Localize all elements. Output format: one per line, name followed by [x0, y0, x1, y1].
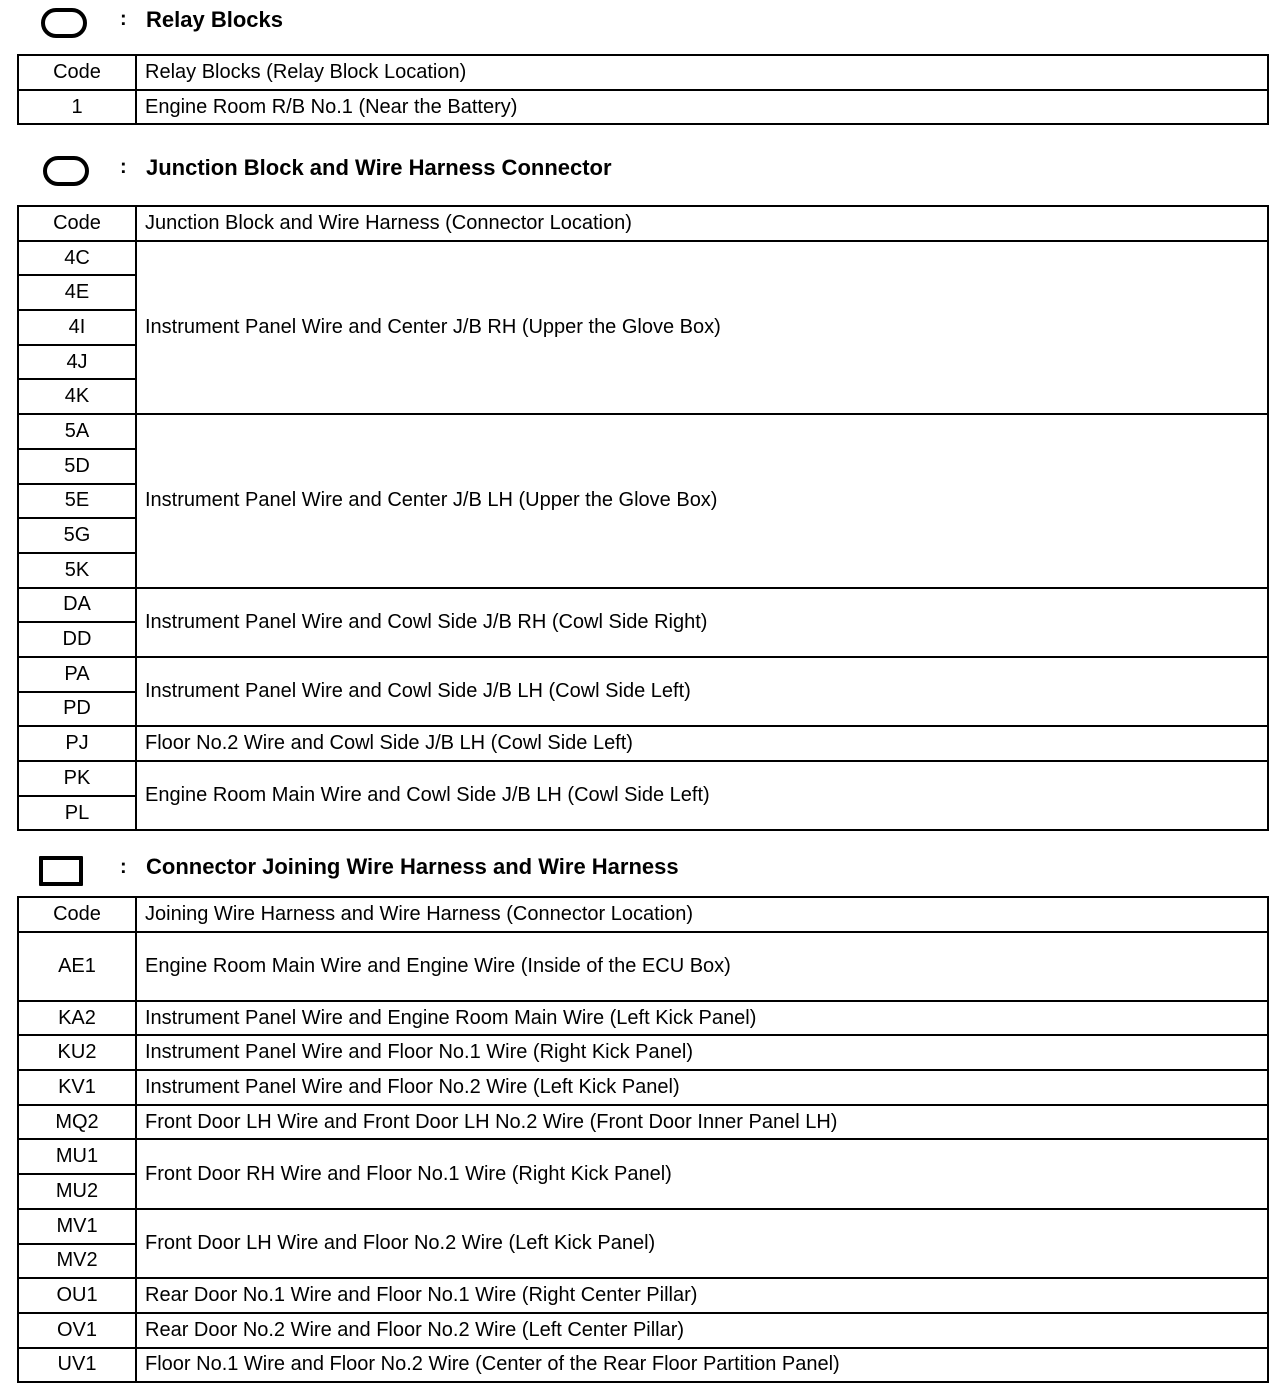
code-cell: MU1	[18, 1139, 136, 1174]
table-row	[18, 1348, 1268, 1383]
code-cell: 4J	[18, 345, 136, 380]
location-description: Front Door LH Wire and Front Door LH No.2 Wire (Front Door Inner Panel LH)	[136, 1105, 1268, 1140]
location-description: Floor No.2 Wire and Cowl Side J/B LH (Cowl Side Left)	[136, 726, 1268, 761]
table-row	[18, 761, 1268, 796]
connector-joining-heading	[0, 850, 1280, 890]
table-row	[18, 932, 1268, 1001]
table-header-row	[18, 897, 1268, 932]
code-column-header: Code	[18, 897, 136, 932]
rounded-oval-icon	[43, 156, 89, 186]
heading-colon: :	[120, 156, 127, 178]
table-row	[18, 1070, 1268, 1105]
heading-colon: :	[120, 8, 127, 30]
code-cell: 4E	[18, 275, 136, 310]
description-column-header: Relay Blocks (Relay Block Location)	[136, 55, 1268, 90]
location-description: Instrument Panel Wire and Floor No.1 Wire (Right Kick Panel)	[136, 1035, 1268, 1070]
location-description: Floor No.1 Wire and Floor No.2 Wire (Center of the Rear Floor Partition Panel)	[136, 1348, 1268, 1383]
relay-blocks-title: Relay Blocks	[146, 7, 283, 32]
code-cell: 4K	[18, 379, 136, 414]
code-cell: 1	[18, 90, 136, 125]
location-description: Engine Room Main Wire and Cowl Side J/B LH (Cowl Side Left)	[136, 761, 1268, 830]
code-cell: OU1	[18, 1278, 136, 1313]
code-cell: PL	[18, 796, 136, 831]
code-cell: PA	[18, 657, 136, 692]
code-cell: PJ	[18, 726, 136, 761]
description-column-header: Junction Block and Wire Harness (Connector Location)	[136, 206, 1268, 241]
code-cell: 4C	[18, 241, 136, 276]
location-description: Instrument Panel Wire and Center J/B LH (Upper the Glove Box)	[136, 414, 1268, 587]
table-row	[18, 1035, 1268, 1070]
location-description: Engine Room Main Wire and Engine Wire (Inside of the ECU Box)	[136, 932, 1268, 1001]
table-header-row	[18, 206, 1268, 241]
table-row	[18, 588, 1268, 623]
location-description: Instrument Panel Wire and Floor No.2 Wire (Left Kick Panel)	[136, 1070, 1268, 1105]
location-description: Rear Door No.1 Wire and Floor No.1 Wire (Right Center Pillar)	[136, 1278, 1268, 1313]
junction-blocks-title: Junction Block and Wire Harness Connector	[146, 155, 612, 180]
location-description: Engine Room R/B No.1 (Near the Battery)	[136, 90, 1268, 125]
table-row	[18, 1209, 1268, 1244]
code-cell: AE1	[18, 932, 136, 1001]
code-cell: 5D	[18, 449, 136, 484]
junction-blocks-table	[17, 205, 1269, 831]
code-cell: 4I	[18, 310, 136, 345]
code-cell: MQ2	[18, 1105, 136, 1140]
table-row	[18, 90, 1268, 125]
table-row	[18, 1001, 1268, 1036]
code-cell: 5E	[18, 484, 136, 519]
location-description: Front Door LH Wire and Floor No.2 Wire (Left Kick Panel)	[136, 1209, 1268, 1278]
code-cell: KV1	[18, 1070, 136, 1105]
relay-blocks-heading	[0, 0, 1280, 40]
junction-blocks-heading	[0, 150, 1280, 190]
connector-joining-title: Connector Joining Wire Harness and Wire Harness	[146, 854, 679, 879]
description-column-header: Joining Wire Harness and Wire Harness (Connector Location)	[136, 897, 1268, 932]
code-cell: DA	[18, 588, 136, 623]
location-description: Instrument Panel Wire and Cowl Side J/B RH (Cowl Side Right)	[136, 588, 1268, 657]
table-row	[18, 657, 1268, 692]
code-cell: OV1	[18, 1313, 136, 1348]
location-description: Front Door RH Wire and Floor No.1 Wire (Right Kick Panel)	[136, 1139, 1268, 1208]
heading-colon: :	[120, 856, 127, 878]
code-cell: DD	[18, 622, 136, 657]
table-header-row	[18, 55, 1268, 90]
relay-blocks-table	[17, 54, 1269, 125]
code-cell: KU2	[18, 1035, 136, 1070]
table-row	[18, 726, 1268, 761]
code-cell: PK	[18, 761, 136, 796]
location-description: Rear Door No.2 Wire and Floor No.2 Wire (Left Center Pillar)	[136, 1313, 1268, 1348]
code-cell: 5K	[18, 553, 136, 588]
code-cell: KA2	[18, 1001, 136, 1036]
location-description: Instrument Panel Wire and Engine Room Main Wire (Left Kick Panel)	[136, 1001, 1268, 1036]
table-row	[18, 241, 1268, 276]
connector-joining-table	[17, 896, 1269, 1383]
code-cell: 5A	[18, 414, 136, 449]
table-row	[18, 1313, 1268, 1348]
table-row	[18, 1278, 1268, 1313]
location-description: Instrument Panel Wire and Center J/B RH (Upper the Glove Box)	[136, 241, 1268, 414]
rectangle-icon	[39, 856, 83, 886]
code-cell: MV1	[18, 1209, 136, 1244]
location-description: Instrument Panel Wire and Cowl Side J/B LH (Cowl Side Left)	[136, 657, 1268, 726]
code-cell: PD	[18, 692, 136, 727]
table-row	[18, 414, 1268, 449]
code-cell: MV2	[18, 1244, 136, 1279]
table-row	[18, 1105, 1268, 1140]
code-column-header: Code	[18, 55, 136, 90]
rounded-oval-icon	[41, 8, 87, 38]
code-cell: UV1	[18, 1348, 136, 1383]
code-column-header: Code	[18, 206, 136, 241]
code-cell: 5G	[18, 518, 136, 553]
code-cell: MU2	[18, 1174, 136, 1209]
table-row	[18, 1139, 1268, 1174]
